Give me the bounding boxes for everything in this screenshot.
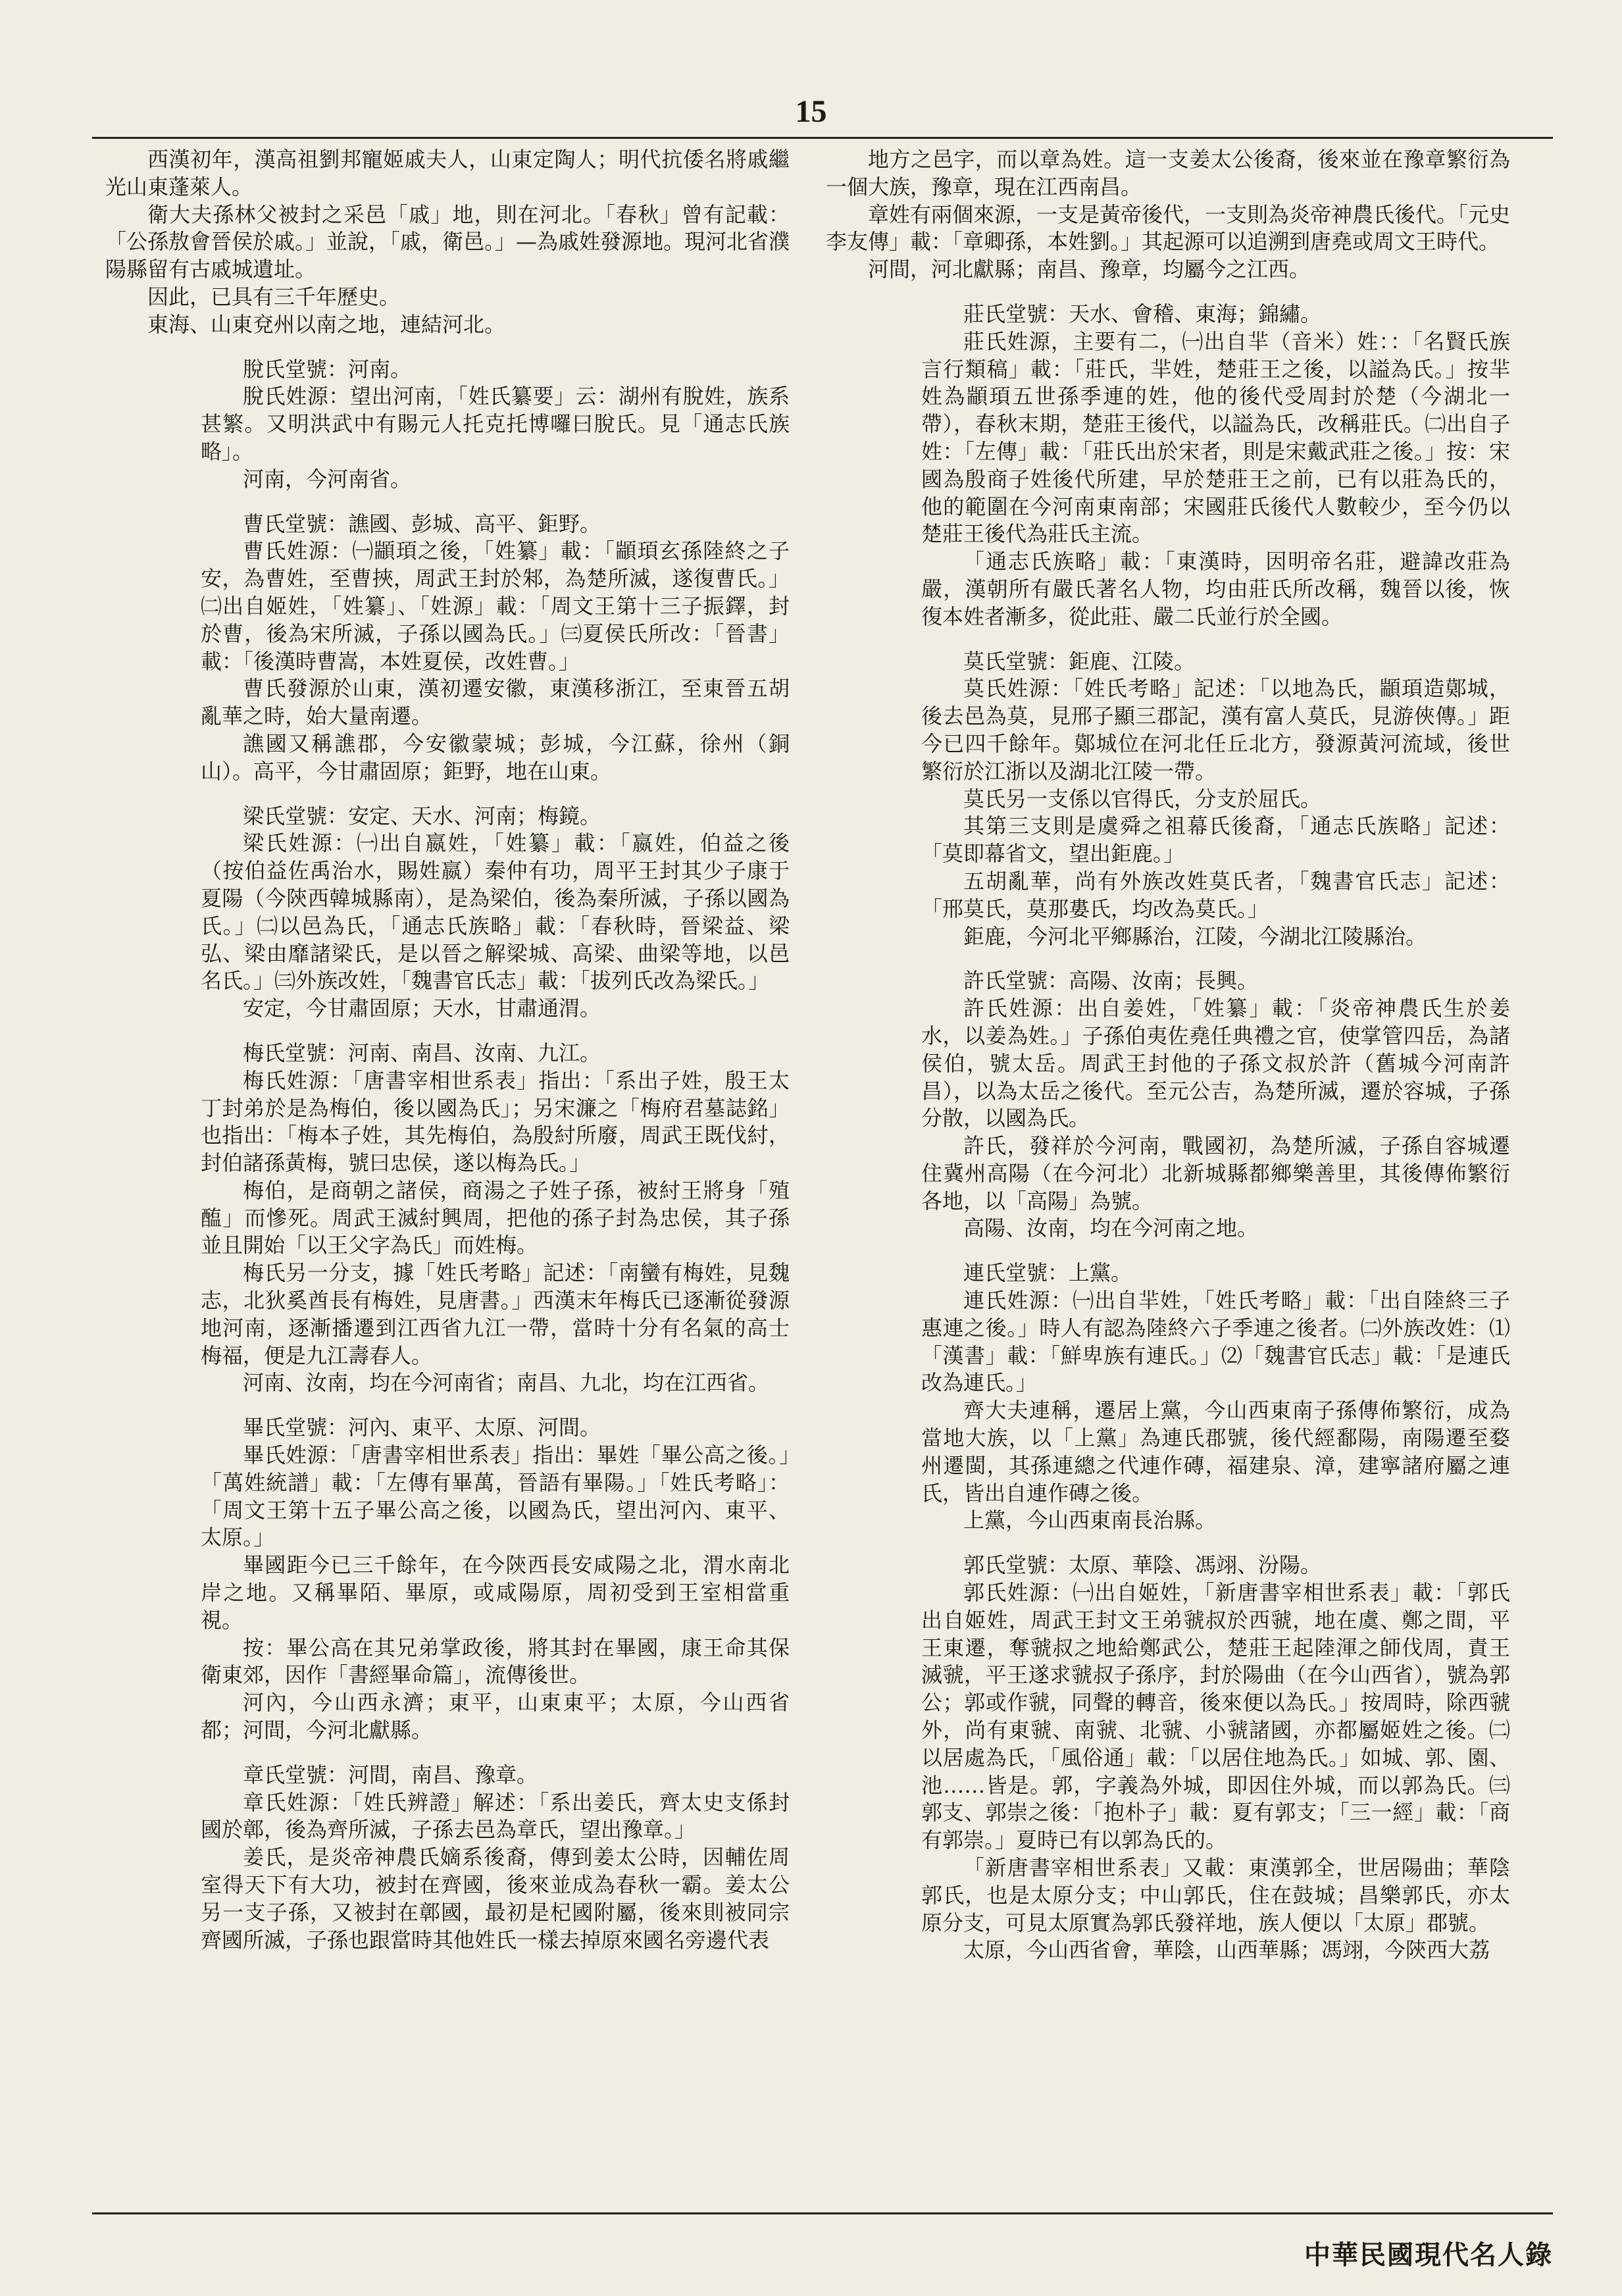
surname-entry bbox=[105, 356, 790, 494]
intro-paragraph: 衛大夫孫林父被封之采邑「戚」地，則在河北。「春秋」曾有記載：「公孫敖會晉侯於戚。」並說，「戚，衛邑。」—為戚姓發源地。現河北省濮陽縣留有古戚城遺址。 bbox=[105, 201, 790, 282]
surname-entry bbox=[826, 967, 1510, 1242]
top-rule bbox=[92, 137, 1553, 139]
entry-paragraph: 梅伯，是商朝之諸侯，商湯之子姓子孫，被紂王將身「殖醢」而慘死。周武王滅紂興周，把他的孫子封為忠侯，其子孫並且開始「以王父字為氏」而姓梅。 bbox=[201, 1177, 790, 1258]
entry-paragraph: 五胡亂華，尚有外族改姓莫氏者，「魏書官氏志」記述：「邢莫氏，莫那婁氏，均改為莫氏。」 bbox=[921, 868, 1510, 921]
hall-name-line: 梁氏堂號：安定、天水、河南；梅鏡。 bbox=[243, 803, 601, 829]
entry-paragraph: 畢氏姓源：「唐書宰相世系表」指出：畢姓「畢公高之後。」「萬姓統譜」載：「左傳有畢萬，晉語有畢陽。」「姓氏考略」：「周文王第十五子畢公高之後，以國為氏，望出河內、東平、太原。」 bbox=[201, 1442, 790, 1550]
entry-paragraph: 梁氏姓源：㈠出自嬴姓，「姓纂」載：「嬴姓，伯益之後（按伯益佐禹治水，賜姓嬴）秦仲有功，周平王封其少子康于夏陽（今陝西韓城縣南），是為梁伯，後為秦所滅，子孫以國為氏。」㈡以邑為氏，「通志氏族略」載：「春秋時，晉梁益、梁弘、梁由靡諸梁氏，是以晉之解梁城、高梁、曲梁等地，以邑名氏。」㈢外族改姓，「魏書官氏志」載：「拔列氏改為梁氏。」 bbox=[201, 830, 790, 994]
entry-paragraph: 莊氏姓源，主要有二，㈠出自羋（音米）姓：：「名賢氏族言行類稿」載：「莊氏，羋姓，楚莊王之後，以謚為氏。」按羋姓為顓頊五世孫季連的姓，他的後代受周封於楚（今湖北一帶），春秋末期，楚莊王後代，以謚為氏，改稱莊氏。㈡出自子姓：「左傳」載：「莊氏出於宋者，則是宋戴武莊之後。」按：宋國為殷商子姓後代所建，早於楚莊王之前，已有以莊為氏的，他的範圍在今河南東南部；宋國莊氏後代人數較少，至今仍以楚莊王後代為莊氏主流。 bbox=[921, 328, 1510, 547]
footer-book-title: 中華民國現代名人錄 bbox=[1304, 2239, 1553, 2270]
entry-paragraph: 「新唐書宰相世系表」又載：東漢郭全，世居陽曲；華陰郭氏，也是太原分支；中山郭氏，住在鼓城；昌樂郭氏，亦太原分支，可見太原實為郭氏發祥地，族人便以「太原」郡號。 bbox=[921, 1855, 1510, 1935]
bottom-rule bbox=[92, 2212, 1553, 2214]
entry-paragraph: 章氏姓源：「姓氏辨證」解述：「系出姜氏，齊太史支係封國於鄣，後為齊所滅，子孫去邑為章氏，望出豫章。」 bbox=[201, 1789, 790, 1843]
hall-name-line: 畢氏堂號：河內、東平、太原、河間。 bbox=[243, 1415, 601, 1441]
entry-paragraph: 連氏姓源：㈠出自羋姓，「姓氏考略」載：「出自陸終三子惠連之後。」時人有認為陸終六子季連之後者。㈡外族改姓：⑴「漢書」載：「鮮卑族有連氏。」⑵「魏書官氏志」載：「是連氏改為連氏。」 bbox=[921, 1288, 1510, 1396]
hall-name-line: 章氏堂號：河間，南昌、豫章。 bbox=[243, 1762, 538, 1787]
entry-paragraph: 姜氏，是炎帝神農氏嫡系後裔，傳到姜太公時，因輔佐周室得天下有大功，被封在齊國，後來並成為春秋一霸。姜太公另一支子孫，又被封在鄣國，最初是杞國附屬，後來則被同宗齊國所滅，子孫也跟當時其他姓氏一樣去掉原來國名旁邊代表 bbox=[201, 1845, 790, 1952]
entry-paragraph: 畢國距今已三千餘年，在今陝西長安咸陽之北，渭水南北岸之地。又稱畢陌、畢原，或咸陽原，周初受到王室相當重視。 bbox=[201, 1552, 790, 1633]
hall-name-line: 許氏堂號：高陽、汝南；長興。 bbox=[963, 968, 1259, 994]
entry-paragraph: 曹氏發源於山東，漢初遷安徽，東漢移浙江，至東晉五胡亂華之時，始大量南遷。 bbox=[201, 676, 790, 729]
entry-paragraph: 河南，今河南省。 bbox=[243, 466, 412, 492]
entry-paragraph: 郭氏姓源：㈠出自姬姓，「新唐書宰相世系表」載：「郭氏出自姬姓，周武王封文王弟虢叔於西虢，地在虞、鄭之間，平王東遷，奪虢叔之地給鄭武公，楚莊王起陸渾之師伐周，責王滅虢，平王遂求虢叔子孫序，封於陽曲（在今山西省），號為郭公；郭或作虢，同聲的轉音，後來便以為氏。」按周時，除西虢外，尚有東虢、南虢、北虢、小虢諸國，亦都屬姬姓之後。㈡以居處為氏，「風俗通」載：「以居住地為氏。」如城、郭、園、池……皆是。郭，字義為外城，即因住外城，而以郭為氏。㈢郭支、郭崇之後：「抱朴子」載：夏有郭支；「三一經」載：「商有郭崇。」夏時已有以郭為氏的。 bbox=[921, 1580, 1510, 1853]
hall-name-line: 梅氏堂號：河南、南昌、汝南、九江。 bbox=[243, 1040, 601, 1065]
entry-paragraph: 按：畢公高在其兄弟掌政後，將其封在畢國，康王命其保衛東郊，因作「書經畢命篇」，流傳後世。 bbox=[201, 1635, 790, 1688]
hall-name-line: 郭氏堂號：太原、華陰、馮翊、汾陽。 bbox=[963, 1552, 1322, 1578]
entry-paragraph: 曹氏姓源：㈠顓頊之後，「姓纂」載：「顓頊玄孫陸終之子安，為曹姓，至曹挾，周武王封於邾，為楚所滅，遂復曹氏。」㈡出自姬姓，「姓纂」、「姓源」載：「周文王第十三子振鐸，封於曹，後為宋所滅，子孫以國為氏。」㈢夏侯氏所改：「晉書」載：「後漢時曹嵩，本姓夏侯，改姓曹。」 bbox=[201, 538, 790, 674]
surname-entry bbox=[826, 301, 1510, 631]
entry-paragraph: 梅氏姓源：「唐書宰相世系表」指出：「系出子姓，殷王太丁封弟於是為梅伯，後以國為氏」；另宋濂之「梅府君墓誌銘」也指出：「梅本子姓，其先梅伯，為殷紂所廢，周武王既伐紂，封伯諸孫黃梅，號曰忠侯，遂以梅為氏。」 bbox=[201, 1067, 790, 1176]
entry-paragraph: 齊大夫連稱，遷居上黨，今山西東南子孫傳佈繁衍，成為當地大族，以「上黨」為連氏郡號，後代經鄱陽，南陽遷至婺州遷閩，其孫連總之代連作磚，福建泉、漳，建寧諸府屬之連氏，皆出自連作磚之後。 bbox=[921, 1398, 1510, 1506]
surname-entry bbox=[105, 511, 790, 786]
intro-paragraph: 因此，已具有三千年歷史。 bbox=[147, 284, 401, 309]
column-right bbox=[826, 146, 1510, 2206]
entry-paragraph: 莫氏另一支係以官得氏，分支於屈氏。 bbox=[963, 786, 1322, 811]
entry-paragraph: 高陽、汝南，均在今河南之地。 bbox=[963, 1215, 1259, 1241]
entry-paragraph: 鉅鹿，今河北平鄉縣治，江陵，今湖北江陵縣治。 bbox=[963, 923, 1427, 949]
entry-paragraph: 「通志氏族略」載：「東漢時，因明帝名莊，避諱改莊為嚴，漢朝所有嚴氏著名人物，均由莊氏所改稱，魏晉以後，恢復本姓者漸多，從此莊、嚴二氏並行於全國。 bbox=[921, 549, 1510, 629]
hall-name-line: 莫氏堂號：鉅鹿、江陵。 bbox=[963, 648, 1196, 674]
surname-entry bbox=[826, 1552, 1510, 1964]
intro-paragraph: 西漢初年，漢高祖劉邦寵姬戚夫人，山東定陶人；明代抗倭名將戚繼光山東蓬萊人。 bbox=[105, 147, 790, 199]
entry-paragraph: 譙國又稱譙郡，今安徽蒙城；彭城，今江蘇，徐州（銅山）。高平，今甘肅固原；鉅野，地在山東。 bbox=[201, 730, 790, 784]
entry-paragraph: 梅氏另一分支，據「姓氏考略」記述：「南蠻有梅姓，見魏志，北狄奚酋長有梅姓，見唐書。」西漢末年梅氏已逐漸從發源地河南，逐漸播遷到江西省九江一帶，當時十分有名氣的高士梅福，便是九江壽春人。 bbox=[201, 1260, 790, 1368]
hall-name-line: 曹氏堂號：譙國、彭城、高平、鉅野。 bbox=[243, 511, 601, 536]
hall-name-line: 脫氏堂號：河南。 bbox=[243, 356, 412, 382]
surname-entry bbox=[105, 803, 790, 1023]
entry-paragraph: 上黨，今山西東南長治縣。 bbox=[963, 1508, 1217, 1533]
hall-name-line: 莊氏堂號：天水、會稽、東海；錦繡。 bbox=[963, 301, 1322, 326]
entry-paragraph: 河南、汝南，均在今河南省；南昌、九北，均在江西省。 bbox=[243, 1370, 770, 1396]
surname-entry bbox=[826, 1260, 1510, 1535]
entry-paragraph: 安定，今甘肅固原；天水，甘肅通渭。 bbox=[243, 996, 601, 1021]
page-number: 15 bbox=[795, 94, 827, 129]
column-left bbox=[105, 146, 790, 2206]
intro-paragraph: 河間，河北獻縣；南昌、豫章，均屬今之江西。 bbox=[868, 257, 1311, 282]
surname-entry bbox=[826, 648, 1510, 951]
entry-paragraph: 河內，今山西永濟；東平，山東東平；太原，今山西省都；河間，今河北獻縣。 bbox=[201, 1690, 790, 1743]
entry-paragraph: 許氏，發祥於今河南，戰國初，為楚所滅，子孫自容城遷住冀州高陽（在今河北）北新城縣都鄉樂善里，其後傳佈繁衍各地，以「高陽」為號。 bbox=[921, 1133, 1510, 1213]
entry-paragraph: 太原，今山西省會，華陰，山西華縣；馮翊，今陝西大荔 bbox=[963, 1937, 1490, 1963]
surname-entry bbox=[105, 1762, 790, 1954]
intro-paragraph: 章姓有兩個來源，一支是黃帝後代，一支則為炎帝神農氏後代。「元史李友傳」載：「章卿孫，本姓劉。」其起源可以追溯到唐堯或周文王時代。 bbox=[826, 201, 1510, 255]
intro-paragraph: 地方之邑字，而以章為姓。這一支姜太公後裔，後來並在豫章繁衍為一個大族，豫章，現在江西南昌。 bbox=[826, 147, 1510, 199]
entry-paragraph: 莫氏姓源：「姓氏考略」記述：「以地為氏，顓頊造鄚城，後去邑為莫，見邢子顯三郡記，漢有富人莫氏，見游俠傳。」距今已四千餘年。鄚城位在河北任丘北方，發源黃河流域，後世繁衍於江浙以及湖北江陵一帶。 bbox=[921, 676, 1510, 784]
entry-paragraph: 脫氏姓源：望出河南，「姓氏纂要」云：湖州有脫姓，族系甚繁。又明洪武中有賜元人托克托博囉曰脫氏。見「通志氏族略」。 bbox=[201, 384, 790, 464]
entry-paragraph: 其第三支則是虞舜之祖幕氏後裔，「通志氏族略」記述：「莫即幕省文，望出鉅鹿。」 bbox=[921, 813, 1510, 867]
surname-entry bbox=[105, 1414, 790, 1745]
intro-paragraph: 東海、山東兗州以南之地，連結河北。 bbox=[147, 311, 506, 337]
hall-name-line: 連氏堂號：上黨。 bbox=[963, 1260, 1132, 1286]
surname-entry bbox=[105, 1040, 790, 1397]
entry-paragraph: 許氏姓源：出自姜姓，「姓纂」載：「炎帝神農氏生於姜水，以姜為姓。」子孫伯夷佐堯任典禮之官，使掌管四岳，為諸侯伯，號太岳。周武王封他的子孫文叔於許（舊城今河南許昌），以為太岳之後代。至元公吉，為楚所滅，遷於容城，子孫分散，以國為氏。 bbox=[921, 996, 1510, 1131]
